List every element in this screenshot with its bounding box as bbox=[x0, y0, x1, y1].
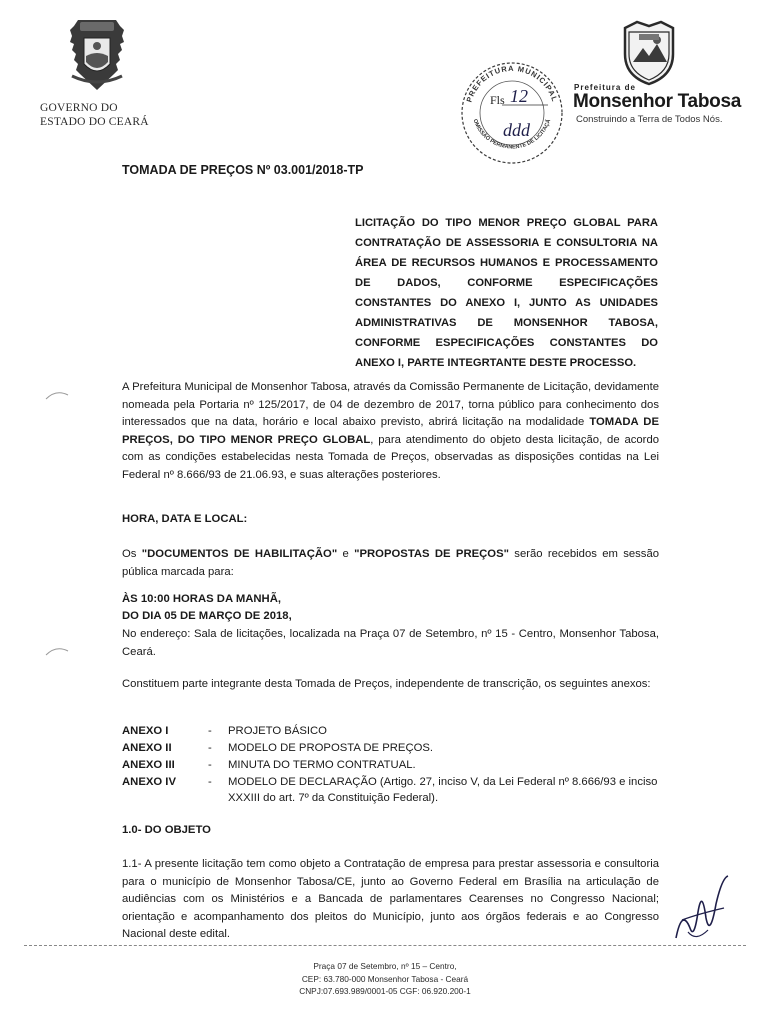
pm-prefeitura-label: Prefeitura de bbox=[574, 83, 636, 92]
annex-dash: - bbox=[208, 776, 212, 788]
docs-mid: e bbox=[337, 548, 355, 560]
pm-municipality-name: Monsenhor Tabosa bbox=[573, 91, 741, 112]
commission-stamp-icon bbox=[452, 55, 572, 167]
docs-habilitacao: "DOCUMENTOS DE HABILITAÇÃO" bbox=[141, 548, 338, 560]
intro-modality: TOMADA DE PREÇOS, DO TIPO MENOR PREÇO GLOBAL bbox=[122, 416, 660, 446]
section-time-heading: HORA, DATA E LOCAL: bbox=[122, 513, 248, 525]
footer-divider bbox=[24, 945, 746, 946]
section-object-heading: 1.0- DO OBJETO bbox=[122, 824, 211, 836]
docs-propostas: "PROPOSTAS DE PREÇOS" bbox=[354, 548, 509, 560]
intro-paragraph bbox=[122, 379, 659, 484]
annex-value: PROJETO BÁSICO bbox=[228, 725, 327, 737]
ceara-coat-of-arms-icon bbox=[64, 16, 130, 96]
margin-mark-icon bbox=[44, 644, 70, 656]
stamp-page-number: 12 bbox=[510, 86, 528, 106]
annex-key: ANEXO II bbox=[122, 742, 172, 754]
documents-paragraph bbox=[122, 546, 659, 581]
object-paragraph: 1.1- A presente licitação tem como objeto a Contratação de empresa para prestar assessoria e consultoria para o município de Monsenhor Tabosa/CE, junto ao Governo Federal em Brasília na articulação de audiências com os Ministérios e a Bancada de parlamentares Cearenses no Congresso Nacional; orientação e acompanhamento dos pleitos do Município, junto aos órgãos federais e ao Congresso Nacional deste edital. bbox=[122, 858, 659, 940]
footer-line-2: CEP: 63.780-000 Monsenhor Tabosa - Ceará bbox=[301, 973, 469, 984]
session-address: No endereço: Sala de licitações, localizada na Praça 07 de Setembro, nº 15 - Centro, Monsenhor Tabosa, Ceará. bbox=[122, 628, 659, 658]
footer-line-1: Praça 07 de Setembro, nº 15 – Centro, bbox=[313, 961, 457, 971]
annex-key: ANEXO III bbox=[122, 759, 175, 771]
stamp-ring-top: PREFEITURA MUNICIPAL bbox=[464, 63, 560, 104]
gov-line-2: ESTADO DO CEARÁ bbox=[40, 116, 149, 128]
bidding-subject: LICITAÇÃO DO TIPO MENOR PREÇO GLOBAL PARA CONTRATAÇÃO DE ASSESSORIA E CONSULTORIA NA ÁREA DE RECURSOS HUMANOS E PROCESSAMENTO DE DADOS, CONFORME ESPECIFICAÇÕES CONSTANTES DO ANEXO I, JUNTO AS UNIDADES ADMINISTRATIVAS DE MONSENHOR TABOSA, CONFORME ESPECIFICAÇÕES CONSTANTES DO ANEXO I, PARTE INTEGRTANTE DESTE PROCESSO. bbox=[355, 217, 658, 369]
document-title: TOMADA DE PREÇOS Nº 03.001/2018-TP bbox=[122, 163, 364, 177]
handwritten-signature-icon bbox=[668, 868, 738, 948]
stamp-fls-label: Fls bbox=[490, 93, 505, 107]
pm-slogan: Construindo a Terra de Todos Nós. bbox=[576, 114, 723, 125]
footer-line-3: CNPJ:07.693.989/0001-05 CGF: 06.920.200-1 bbox=[299, 986, 471, 996]
annex-dash: - bbox=[208, 725, 212, 737]
monsenhor-tabosa-crest-icon bbox=[617, 18, 681, 86]
gov-line-1: GOVERNO DO bbox=[40, 102, 118, 114]
annex-dash: - bbox=[208, 759, 212, 771]
annex-dash: - bbox=[208, 742, 212, 754]
footer-address bbox=[0, 960, 770, 998]
annex-value: MINUTA DO TERMO CONTRATUAL. bbox=[228, 759, 416, 771]
state-government-name bbox=[40, 101, 160, 129]
intro-text-2: , para atendimento do objeto desta licitação, de acordo com as condições estabelecidas nesta Tomada de Preços, observadas as disposições contidas na Lei Federal nº 8.666/93 de 21.06.93, e suas alterações posteriores. bbox=[122, 433, 660, 481]
annex-value: MODELO DE PROPOSTA DE PREÇOS. bbox=[228, 742, 434, 754]
session-time: ÀS 10:00 HORAS DA MANHÃ, bbox=[122, 593, 282, 605]
margin-mark-icon bbox=[44, 388, 70, 400]
annex-key: ANEXO IV bbox=[122, 776, 176, 788]
session-date: DO DIA 05 DE MARÇO DE 2018, bbox=[122, 610, 292, 622]
annex-key: ANEXO I bbox=[122, 725, 169, 737]
docs-prefix: Os bbox=[122, 548, 142, 560]
stamp-initials: ddd bbox=[503, 120, 530, 140]
annex-intro: Constituem parte integrante desta Tomada de Preços, independente de transcrição, os seguintes anexos: bbox=[122, 678, 651, 690]
intro-text-1: A Prefeitura Municipal de Monsenhor Tabosa, através da Comissão Permanente de Licitação, devidamente nomeada pela Portaria nº 125/2017, de 04 de dezembro de 2017, torna público para conhecimento dos interessados que na data, horário e local abaixo previsto, abrirá licitação na modalidade bbox=[122, 381, 659, 428]
stamp-ring-bottom: OMISSÃO PERMANENTE DE LICITAÇÃ bbox=[471, 118, 553, 151]
annex-value: MODELO DE DECLARAÇÃO (Artigo. 27, inciso V, da Lei Federal nº 8.666/93 e inciso XXXIII do art. 7º da Constituição Federal). bbox=[228, 776, 658, 804]
docs-suffix: serão recebidos em sessão pública marcada para: bbox=[122, 548, 660, 578]
